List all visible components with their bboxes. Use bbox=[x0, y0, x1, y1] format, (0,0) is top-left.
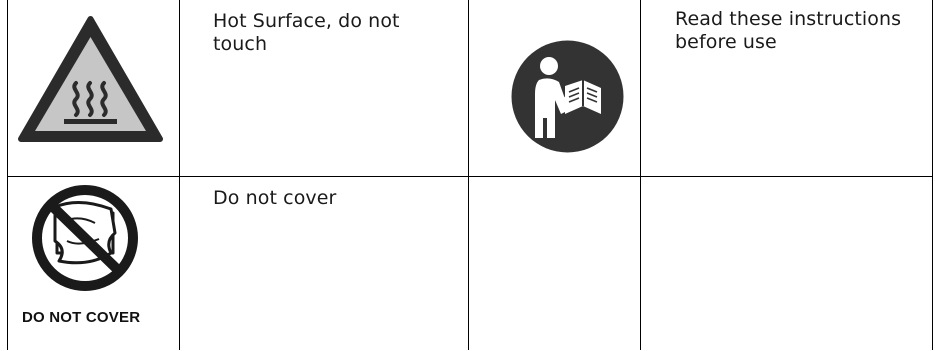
do-not-cover-label: DO NOT COVER bbox=[22, 309, 141, 326]
warning-symbols-table bbox=[7, 0, 933, 350]
table-cell-do-not-cover-text bbox=[179, 177, 468, 350]
table-cell-read-manual-icon bbox=[468, 0, 640, 177]
read-manual-text: Read these instructions before use bbox=[675, 8, 902, 53]
hot-surface-warning-icon bbox=[18, 15, 163, 143]
table-cell-read-manual-text bbox=[640, 0, 933, 177]
do-not-cover-text: Do not cover bbox=[213, 187, 337, 209]
table-cell-empty-1 bbox=[468, 177, 640, 350]
hot-surface-text: Hot Surface, do not touch bbox=[213, 10, 400, 55]
table-cell-empty-2 bbox=[640, 177, 933, 350]
read-manual-icon bbox=[511, 40, 624, 153]
table-cell-hot-surface-text bbox=[179, 0, 468, 177]
do-not-cover-icon bbox=[19, 183, 151, 293]
table-cell-hot-surface-icon bbox=[7, 0, 179, 177]
table-cell-do-not-cover-icon bbox=[7, 177, 179, 350]
